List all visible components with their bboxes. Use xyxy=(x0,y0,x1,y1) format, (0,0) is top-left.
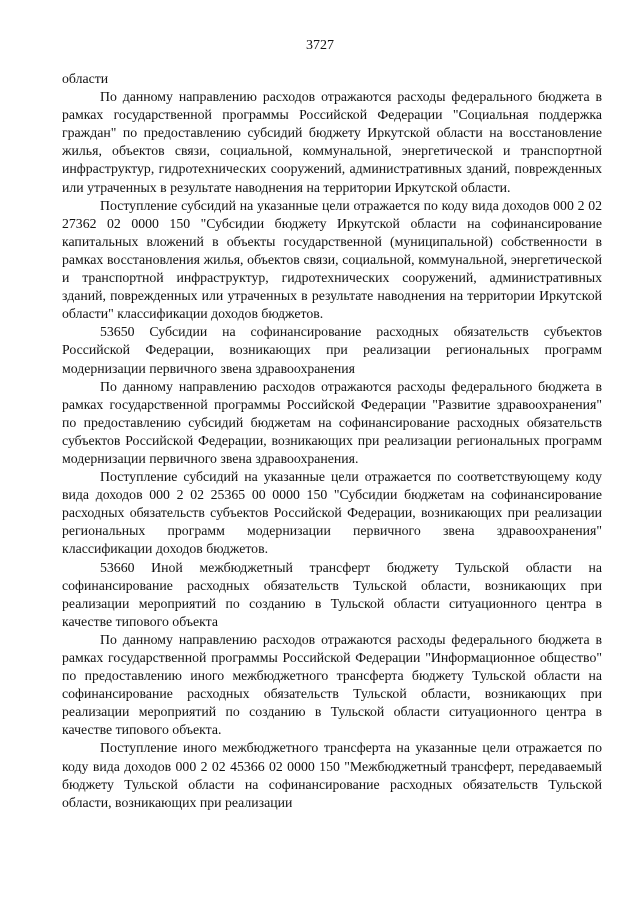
page-number: 3727 xyxy=(306,38,334,53)
paragraph-healthcare-expenses: По данному направлению расходов отражаются расходы федерального бюджета в рамках государственной программы Российской Федерации "Развитие здравоохранения" по предоставлению субсидий бюджетам на софинансирование расходных обязательств субъектов Российской Федерации, возникающих при реализации региональных программ модернизации первичного звена здравоохранения. xyxy=(62,378,602,466)
paragraph-tula-expenses: По данному направлению расходов отражаются расходы федерального бюджета в рамках государственной программы Российской Федерации "Информационное общество" по предоставлению иного межбюджетного трансферта бюджету Тульской области на софинансирование расходных обязательств Тульской области, возникающих при реализации мероприятий по созданию в Тульской области ситуационного центра в качестве типового объекта. xyxy=(62,631,602,738)
paragraph-healthcare-income-code: Поступление субсидий на указанные цели отражается по соответствующему коду вида доходов 000 2 02 25365 00 0000 150 "Субсидии бюджетам на софинансирование расходных обязательств субъектов Российской Федерации, возникающих при реализации региональных программ модернизации первичного звена здравоохранения" классификации доходов бюджетов. xyxy=(62,469,602,557)
paragraph-continuation: области xyxy=(62,71,109,86)
paragraph-heading-53660: 53660 Иной межбюджетный трансферт бюджету Тульской области на софинансирование расходных обязательств Тульской области, возникающих при реализации мероприятий по созданию в Тульской области ситуационного центра в качестве типового объекта xyxy=(62,559,602,629)
paragraph-tula-income-code: Поступление иного межбюджетного трансферта на указанные цели отражается по коду вида доходов 000 2 02 45366 02 0000 150 "Межбюджетный трансферт, передаваемый бюджету Тульской области на софинансирование расходных обязательств Тульской области, возникающих при реализации xyxy=(62,740,602,810)
paragraph-irkutsk-expenses: По данному направлению расходов отражаются расходы федерального бюджета в рамках государственной программы Российской Федерации "Социальная поддержка граждан" по предоставлению субсидий бюджету Иркутской области на восстановление жилья, объектов связи, социальной, коммунальной, энергетической и транспортной инфраструктур, гидротехнических сооружений, административных зданий, поврежденных или утраченных в результате наводнения на территории Иркутской области. xyxy=(62,89,602,195)
paragraph-irkutsk-income-code: Поступление субсидий на указанные цели отражается по коду вида доходов 000 2 02 27362 02 0000 150 "Субсидии бюджету Иркутской области на софинансирование капитальных вложений в объекты государственной (муниципальной) собственности в рамках восстановления жилья, объектов связи, социальной, коммунальной, энергетической и транспортной инфраструктур, гидротехнических сооружений, административных зданий, поврежденных или утраченных в результате наводнения на территории Иркутской области" классификации доходов бюджетов. xyxy=(62,197,602,322)
document-body xyxy=(62,70,602,812)
paragraph-heading-53650: 53650 Субсидии на софинансирование расходных обязательств субъектов Российской Федерации, возникающих при реализации региональных программ модернизации первичного звена здравоохранения xyxy=(62,324,602,376)
